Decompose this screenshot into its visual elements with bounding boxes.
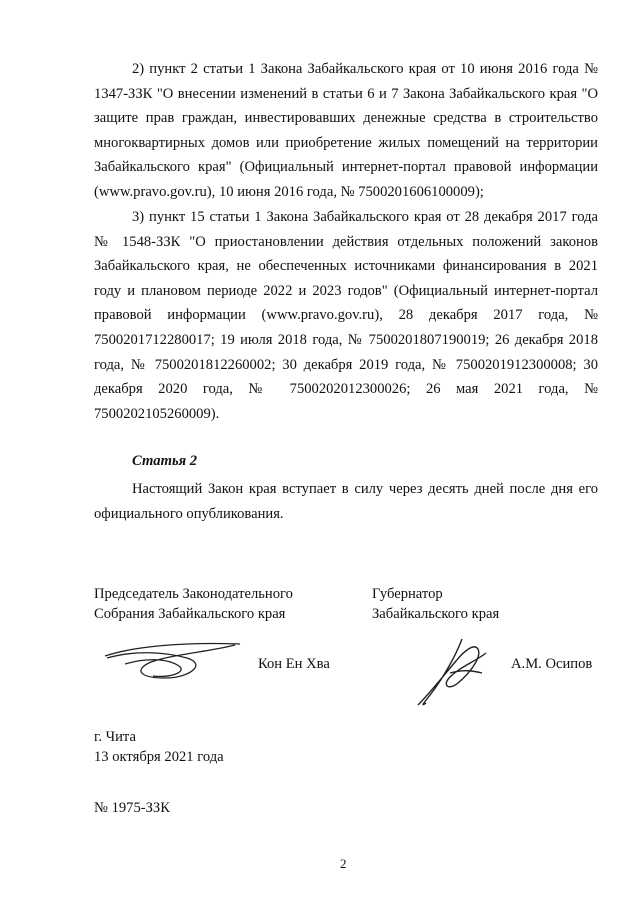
law-number: № 1975-ЗЗК (94, 800, 170, 816)
list-item-2: 2) пункт 2 статьи 1 Закона Забайкальского края от 10 июня 2016 года № 1347-ЗЗК "О внесении изменений в статьи 6 и 7 Закона Забайкальского края "О защите прав граждан, инвестировавших денежные средства в строительство многоквартирных домов или приобретение жилых помещений на территории Забайкальского края" (Официальный интернет-портал правовой информации (www.pravo.gov.ru), 10 июня 2016 года, № 7500201606100009); (94, 61, 598, 200)
signatory-left-title (94, 584, 293, 624)
signatory-left-title-line1: Председатель Законодательного (94, 586, 293, 602)
place-and-date (94, 727, 224, 767)
signatory-right-title-line2: Забайкальского края (372, 606, 500, 622)
list-item-3: 3) пункт 15 статьи 1 Закона Забайкальского края от 28 декабря 2017 года № 1548-ЗЗК "О приостановлении действия отдельных положений законов Забайкальского края, не обеспеченных источниками финансирования в 2021 году и плановом периоде 2022 и 2023 годов" (Официальный интернет-портал правовой информации (www.pravo.gov.ru), 28 декабря 2017 года, № 7500201712280017; 19 июля 2018 года, № 7500201807190019; 26 декабря 2018 года, № 7500201812260002; 30 декабря 2019 года, № 7500201912300008; 30 декабря 2020 года, № 7500202012300026; 26 мая 2021 года, № 7500202105260009). (94, 209, 598, 422)
signatory-right-name: А.М. Осипов (511, 656, 593, 672)
signatory-right-title-line1: Губернатор (372, 586, 443, 602)
signatory-left-name: Кон Ен Хва (258, 656, 330, 672)
article-heading: Статья 2 (132, 453, 198, 469)
article-text: Настоящий Закон края вступает в силу через десять дней после дня его официального опубликования. (94, 481, 598, 522)
signatory-right-title (372, 584, 499, 624)
signatory-left-title-line2: Собрания Забайкальского края (94, 606, 286, 622)
signing-date: 13 октября 2021 года (94, 749, 224, 765)
page-number: 2 (340, 856, 347, 871)
signature-right-image (404, 633, 504, 713)
signature-left-image (95, 628, 245, 688)
city: г. Чита (94, 729, 136, 745)
